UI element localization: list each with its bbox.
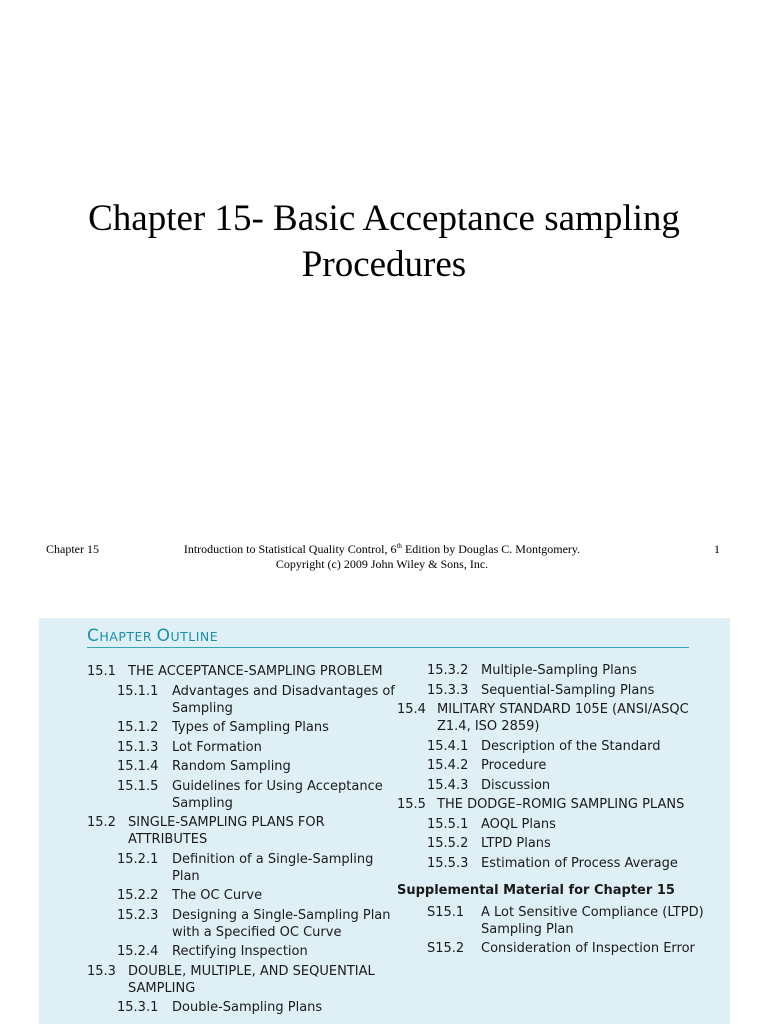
outline-item-number: 15.4 bbox=[397, 702, 426, 717]
footer-book-pre: Introduction to Statistical Quality Control, 6 bbox=[183, 542, 397, 556]
outline-item-number: 15.2.4 bbox=[117, 944, 159, 959]
outline-item-text: Lot Formation bbox=[172, 739, 262, 755]
outline-item bbox=[87, 739, 397, 756]
footer-citation bbox=[150, 542, 614, 572]
outline-item-text: Consideration of Inspection Error bbox=[481, 941, 695, 956]
slide-footer bbox=[0, 541, 768, 581]
outline-item bbox=[397, 682, 717, 699]
outline-item bbox=[87, 778, 397, 812]
outline-item-number: S15.1 bbox=[427, 904, 465, 920]
outline-item-text: LTPD Plans bbox=[481, 836, 551, 851]
outline-item bbox=[397, 701, 717, 735]
outline-item-number: 15.2.1 bbox=[117, 851, 159, 867]
outline-item-text: Random Sampling bbox=[172, 759, 291, 774]
heading-rest-outline: UTLINE bbox=[170, 629, 219, 644]
outline-item-number: 15.1.1 bbox=[117, 683, 159, 699]
outline-item bbox=[397, 662, 717, 679]
outline-item-text: Advantages and Disadvantages of Sampling bbox=[172, 683, 395, 716]
outline-item-number: 15.4.1 bbox=[427, 738, 469, 754]
outline-item-text: Types of Sampling Plans bbox=[172, 720, 329, 735]
outline-item bbox=[397, 816, 717, 833]
outline-item bbox=[397, 835, 717, 852]
outline-item-number: 15.1.3 bbox=[117, 739, 159, 755]
outline-item-number: 15.3 bbox=[87, 963, 116, 979]
outline-item-text: THE ACCEPTANCE-SAMPLING PROBLEM bbox=[128, 664, 383, 679]
heading-initial-c: C bbox=[87, 626, 100, 646]
outline-item bbox=[397, 757, 717, 774]
outline-item bbox=[87, 963, 397, 997]
outline-item-number: 15.1.4 bbox=[117, 759, 159, 774]
outline-item bbox=[87, 999, 397, 1016]
footer-page-number: 1 bbox=[714, 542, 720, 556]
heading-rest-chapter: HAPTER bbox=[99, 629, 157, 644]
outline-item-number: 15.3.3 bbox=[427, 682, 469, 698]
outline-item-number: 15.5.1 bbox=[427, 816, 469, 832]
outline-item bbox=[87, 814, 397, 848]
outline-item-text: Description of the Standard bbox=[481, 738, 661, 754]
outline-item-text: Estimation of Process Average bbox=[481, 855, 678, 871]
outline-item-text: AOQL Plans bbox=[481, 816, 556, 832]
slide-title-line-1: Chapter 15- Basic Acceptance sampling bbox=[88, 198, 680, 239]
outline-item-number: 15.3.2 bbox=[427, 663, 469, 678]
footer-book-post: Edition by Douglas C. Montgomery. bbox=[401, 542, 581, 556]
chapter-outline-image bbox=[39, 618, 730, 1024]
outline-item-text: Rectifying Inspection bbox=[172, 944, 308, 959]
outline-item-text: Discussion bbox=[481, 777, 551, 793]
outline-item bbox=[397, 777, 717, 794]
outline-item bbox=[87, 851, 397, 885]
outline-item bbox=[87, 683, 397, 717]
outline-item-number: S15.2 bbox=[427, 941, 465, 956]
outline-item bbox=[87, 887, 397, 904]
outline-item-text: Double-Sampling Plans bbox=[172, 1000, 323, 1015]
supplemental-item bbox=[397, 940, 717, 957]
supplemental-item bbox=[397, 904, 717, 938]
outline-item-number: 15.5.2 bbox=[427, 836, 469, 851]
chapter-outline-heading bbox=[87, 626, 689, 648]
outline-item-number: 15.3.1 bbox=[117, 1000, 159, 1015]
outline-item-number: 15.1.2 bbox=[117, 720, 159, 735]
outline-item bbox=[87, 943, 397, 960]
outline-item bbox=[397, 738, 717, 755]
outline-item bbox=[397, 855, 717, 872]
footer-book-line bbox=[150, 542, 614, 557]
supplemental-heading: Supplemental Material for Chapter 15 bbox=[397, 882, 675, 898]
outline-left-column bbox=[87, 663, 397, 1019]
outline-item-number: 15.5.3 bbox=[427, 855, 469, 871]
outline-item bbox=[87, 719, 397, 736]
outline-item-number: 15.1.5 bbox=[117, 778, 159, 794]
outline-item-text: Designing a Single-Sampling Plan with a Specified OC Curve bbox=[172, 907, 391, 940]
outline-item-text: Definition of a Single-Sampling Plan bbox=[172, 851, 374, 884]
outline-item-text: Guidelines for Using Acceptance Sampling bbox=[172, 778, 383, 811]
outline-item-text: Sequential-Sampling Plans bbox=[481, 682, 655, 698]
outline-item-text: Multiple-Sampling Plans bbox=[481, 663, 637, 678]
outline-item-text: SINGLE-SAMPLING PLANS FOR ATTRIBUTES bbox=[128, 815, 325, 847]
outline-item-text: A Lot Sensitive Compliance (LTPD) Sampling Plan bbox=[481, 904, 704, 937]
outline-item-number: 15.2.2 bbox=[117, 888, 159, 903]
outline-item-number: 15.4.3 bbox=[427, 777, 469, 793]
heading-initial-o: O bbox=[156, 626, 171, 646]
outline-right-column bbox=[397, 662, 717, 960]
outline-item-text: THE DODGE–ROMIG SAMPLING PLANS bbox=[437, 797, 685, 812]
outline-item-number: 15.4.2 bbox=[427, 758, 469, 773]
outline-item-number: 15.5 bbox=[397, 797, 426, 812]
outline-item-number: 15.2 bbox=[87, 815, 116, 830]
slide-title-line-2: Procedures bbox=[301, 244, 467, 285]
outline-item bbox=[87, 663, 397, 680]
outline-item bbox=[87, 907, 397, 941]
footer-book-sup: th bbox=[396, 542, 402, 550]
footer-copyright: Copyright (c) 2009 John Wiley & Sons, Inc. bbox=[275, 557, 489, 571]
outline-item bbox=[397, 796, 717, 813]
outline-item bbox=[87, 758, 397, 775]
slide-title bbox=[40, 196, 728, 288]
outline-item-text: DOUBLE, MULTIPLE, AND SEQUENTIAL SAMPLING bbox=[128, 963, 375, 996]
outline-item-number: 15.2.3 bbox=[117, 907, 159, 923]
outline-item-number: 15.1 bbox=[87, 664, 116, 679]
footer-chapter: Chapter 15 bbox=[46, 542, 99, 556]
outline-item-text: MILITARY STANDARD 105E (ANSI/ASQC Z1.4, ISO 2859) bbox=[437, 702, 689, 734]
outline-item-text: Procedure bbox=[481, 758, 547, 773]
outline-item-text: The OC Curve bbox=[172, 888, 263, 903]
